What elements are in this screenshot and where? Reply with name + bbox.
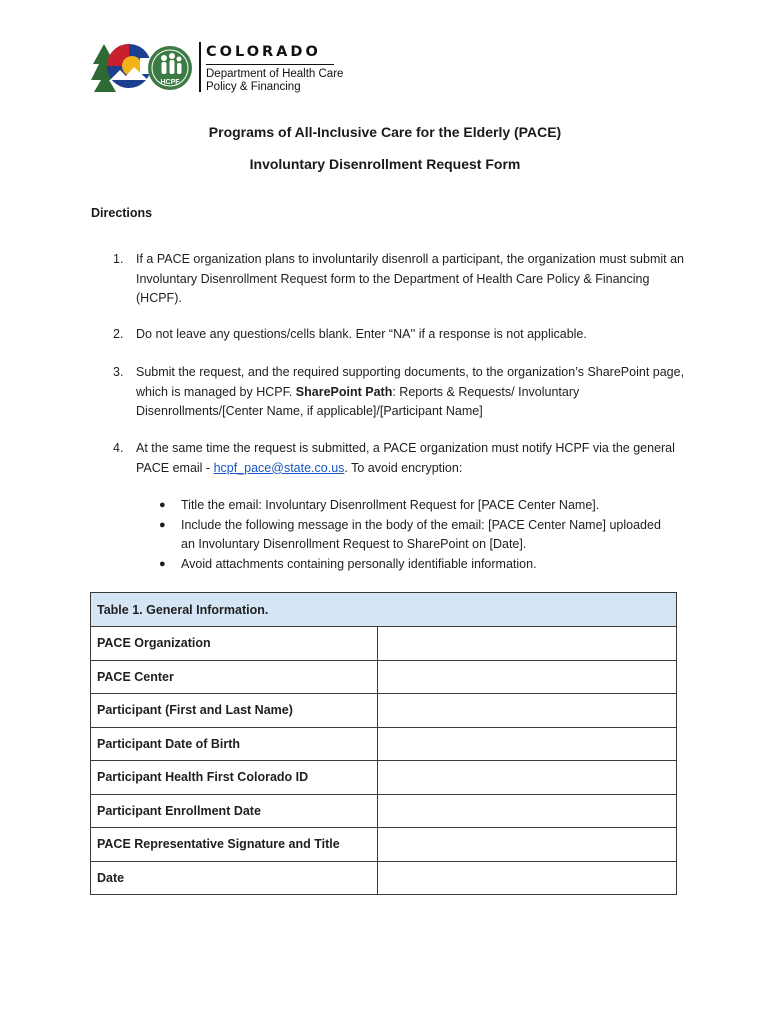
list-item bbox=[157, 516, 677, 555]
pace-organization-field[interactable] bbox=[378, 627, 677, 661]
table-row bbox=[91, 794, 677, 828]
field-label: Participant Date of Birth bbox=[91, 727, 378, 761]
table-header-row bbox=[91, 593, 677, 627]
list-item bbox=[157, 555, 677, 575]
field-label: PACE Representative Signature and Title bbox=[91, 828, 378, 862]
participant-id-field[interactable] bbox=[378, 761, 677, 795]
field-label: PACE Center bbox=[91, 660, 378, 694]
item-number: 3. bbox=[113, 365, 124, 379]
table-row bbox=[91, 727, 677, 761]
table-row bbox=[91, 761, 677, 795]
hcpf-badge-text: HCPF bbox=[160, 79, 180, 86]
bullet-icon: ● bbox=[159, 518, 166, 531]
general-information-table bbox=[90, 592, 677, 895]
field-label: Date bbox=[91, 861, 378, 895]
bullet-text: Include the following message in the body of the email: [PACE Center Name] uploaded an Involuntary Disenrollment Request to SharePoint on [Date]. bbox=[181, 517, 661, 551]
item-text-after: : Reports & Requests/ Involuntary Disenrollments/[Center Name, if applicable]/[Participant Name] bbox=[136, 384, 580, 418]
participant-name-field[interactable] bbox=[378, 694, 677, 728]
field-label: PACE Organization bbox=[91, 627, 378, 661]
date-field[interactable] bbox=[378, 861, 677, 895]
table-row bbox=[91, 694, 677, 728]
signature-title-field[interactable] bbox=[378, 828, 677, 862]
bullet-text: Avoid attachments containing personally identifiable information. bbox=[181, 556, 537, 571]
logo-department-line2: Policy & Financing bbox=[206, 81, 301, 93]
item-text bbox=[136, 363, 692, 422]
logo-department-line1: Department of Health Care bbox=[206, 68, 344, 80]
list-item bbox=[157, 496, 677, 516]
bullet-icon: ● bbox=[159, 557, 166, 570]
enrollment-date-field[interactable] bbox=[378, 794, 677, 828]
sharepoint-path-label: SharePoint Path bbox=[295, 384, 393, 399]
pace-center-field[interactable] bbox=[378, 660, 677, 694]
item-text-before: At the same time the request is submitted, a PACE organization must notify HCPF via the general PACE email - bbox=[136, 441, 675, 475]
logo-wordmark bbox=[206, 44, 386, 94]
table-row bbox=[91, 660, 677, 694]
item-number: 2. bbox=[113, 327, 124, 341]
item-text-before: Submit the request, and the required supporting documents, to the organization’s SharePoint page, which is managed by HCPF. bbox=[136, 365, 685, 399]
form-title-program: Programs of All-Inclusive Care for the Elderly (PACE) bbox=[208, 124, 562, 140]
bullet-text: Title the email: Involuntary Disenrollment Request for [PACE Center Name]. bbox=[181, 498, 600, 512]
table-caption: Table 1. General Information. bbox=[91, 593, 677, 627]
directions-heading: Directions bbox=[91, 206, 153, 220]
item-text bbox=[136, 439, 692, 478]
item-text-after: . To avoid encryption: bbox=[344, 460, 463, 475]
form-title-name: Involuntary Disenrollment Request Form bbox=[249, 156, 521, 172]
pace-email-link[interactable]: hcpf_pace@state.co.us bbox=[213, 460, 345, 475]
email-instructions-list bbox=[157, 496, 677, 574]
bullet-icon: ● bbox=[159, 499, 166, 511]
item-number: 1. bbox=[113, 252, 124, 266]
participant-dob-field[interactable] bbox=[378, 727, 677, 761]
logo-state-name: COLORADO bbox=[206, 44, 334, 65]
table-row bbox=[91, 861, 677, 895]
field-label: Participant Enrollment Date bbox=[91, 794, 378, 828]
item-number: 4. bbox=[113, 441, 124, 455]
table-row bbox=[91, 828, 677, 862]
field-label: Participant Health First Colorado ID bbox=[91, 761, 378, 795]
item-text: Do not leave any questions/cells blank. Enter “NA'' if a response is not applicable. bbox=[136, 327, 587, 341]
table-row bbox=[91, 627, 677, 661]
field-label: Participant (First and Last Name) bbox=[91, 694, 378, 728]
item-text: If a PACE organization plans to involuntarily disenroll a participant, the organization must submit an Involuntary Disenrollment Request form to the Department of Health Care Policy & Financing (HCPF). bbox=[136, 252, 684, 305]
logo-divider bbox=[199, 42, 201, 92]
